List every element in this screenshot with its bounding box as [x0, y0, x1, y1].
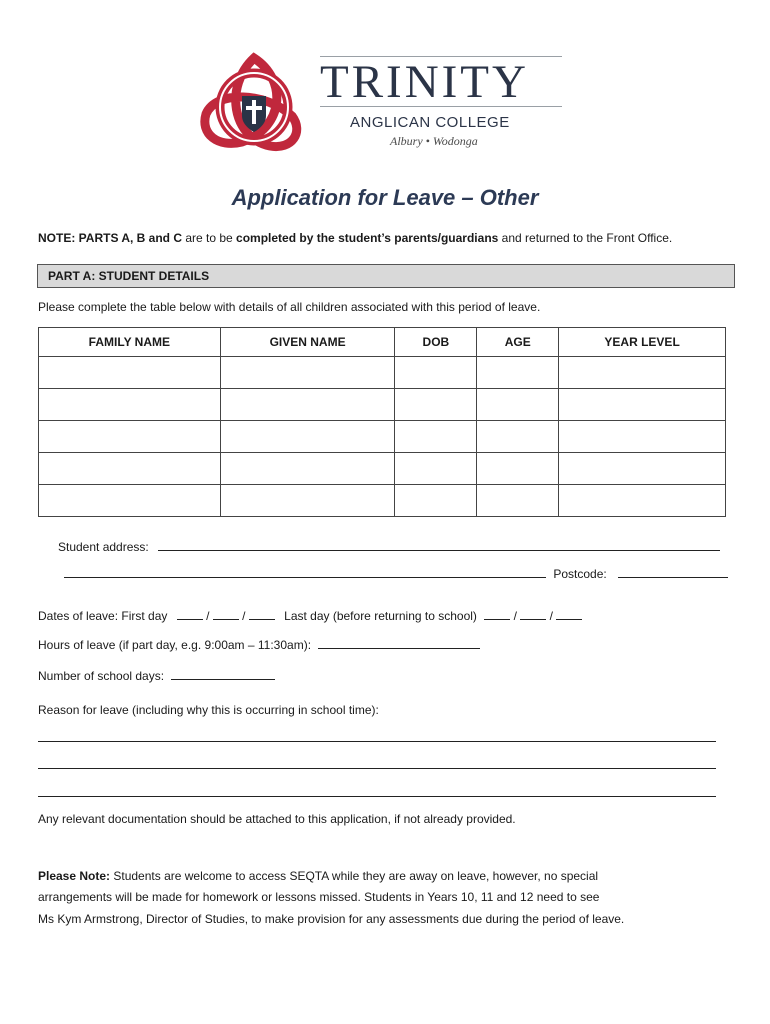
student-address-line2-field[interactable]	[64, 566, 546, 578]
table-cell[interactable]	[395, 357, 477, 389]
hours-of-leave-row	[38, 637, 480, 652]
table-cell[interactable]	[477, 389, 559, 421]
column-header-dob: DOB	[395, 328, 477, 357]
hours-of-leave-label: Hours of leave (if part day, e.g. 9:00am – 11:30am):	[38, 638, 312, 652]
table-cell[interactable]	[477, 453, 559, 485]
children-table	[38, 327, 726, 517]
first-day-mm-field[interactable]	[213, 608, 239, 620]
table-cell[interactable]	[39, 389, 221, 421]
table-cell[interactable]	[395, 453, 477, 485]
date-separator: /	[242, 609, 246, 623]
table-cell[interactable]	[559, 453, 726, 485]
table-row	[39, 485, 726, 517]
postcode-field[interactable]	[618, 566, 728, 578]
table-cell[interactable]	[220, 421, 395, 453]
table-cell[interactable]	[39, 357, 221, 389]
please-note-line-2: arrangements will be made for homework or lessons missed. Students in Years 10, 11 and 12 need to see	[38, 890, 600, 904]
dates-of-leave-row	[38, 608, 582, 623]
reason-label: Reason for leave (including why this is occurring in school time):	[38, 703, 379, 717]
column-header-age: AGE	[477, 328, 559, 357]
table-cell[interactable]	[39, 421, 221, 453]
table-cell[interactable]	[477, 485, 559, 517]
last-day-dd-field[interactable]	[484, 608, 510, 620]
first-day-label: Dates of leave: First day	[38, 609, 168, 623]
reason-line-2-field[interactable]	[38, 768, 716, 769]
table-cell[interactable]	[220, 485, 395, 517]
trinity-knot-icon	[196, 50, 312, 160]
date-separator: /	[513, 609, 517, 623]
please-note-label: Please Note:	[38, 869, 111, 883]
student-address-label: Student address:	[58, 540, 149, 554]
table-cell[interactable]	[559, 389, 726, 421]
table-cell[interactable]	[39, 485, 221, 517]
college-logo	[196, 50, 566, 160]
table-row	[39, 357, 726, 389]
reason-line-1-field[interactable]	[38, 741, 716, 742]
last-day-yy-field[interactable]	[556, 608, 582, 620]
table-header-row	[39, 328, 726, 357]
column-header-year-level: YEAR LEVEL	[559, 328, 726, 357]
table-cell[interactable]	[220, 357, 395, 389]
table-cell[interactable]	[220, 389, 395, 421]
reason-line-3-field[interactable]	[38, 796, 716, 797]
brand-name: TRINITY	[320, 56, 529, 108]
address-postcode-row	[64, 566, 728, 581]
table-cell[interactable]	[220, 453, 395, 485]
table-cell[interactable]	[395, 389, 477, 421]
table-cell[interactable]	[395, 485, 477, 517]
first-day-dd-field[interactable]	[177, 608, 203, 620]
hours-of-leave-field[interactable]	[318, 637, 480, 649]
column-header-given-name: GIVEN NAME	[220, 328, 395, 357]
postcode-label: Postcode:	[553, 567, 607, 581]
table-row	[39, 421, 726, 453]
date-separator: /	[549, 609, 553, 623]
documentation-note: Any relevant documentation should be attached to this application, if not already provided.	[38, 812, 516, 826]
table-row	[39, 453, 726, 485]
last-day-label: Last day (before returning to school)	[284, 609, 477, 623]
school-days-row	[38, 668, 275, 683]
note-text: NOTE: PARTS A, B and C are to be completed by the student’s parents/guardians and returned to the Front Office.	[38, 231, 673, 245]
last-day-mm-field[interactable]	[520, 608, 546, 620]
brand-subtitle: ANGLICAN COLLEGE	[350, 114, 510, 131]
table-row	[39, 389, 726, 421]
please-note-line-1: Please Note: Students are welcome to access SEQTA while they are away on leave, however, no special	[38, 869, 599, 883]
table-cell[interactable]	[395, 421, 477, 453]
part-a-heading: PART A: STUDENT DETAILS	[37, 264, 735, 288]
student-address-row	[58, 539, 720, 554]
table-cell[interactable]	[477, 421, 559, 453]
table-cell[interactable]	[39, 453, 221, 485]
table-cell[interactable]	[477, 357, 559, 389]
part-a-intro: Please complete the table below with details of all children associated with this period of leave.	[38, 300, 541, 314]
school-days-field[interactable]	[171, 668, 275, 680]
column-header-family-name: FAMILY NAME	[39, 328, 221, 357]
table-cell[interactable]	[559, 421, 726, 453]
school-days-label: Number of school days:	[38, 669, 165, 683]
first-day-yy-field[interactable]	[249, 608, 275, 620]
table-cell[interactable]	[559, 357, 726, 389]
student-address-field[interactable]	[158, 539, 720, 551]
date-separator: /	[206, 609, 210, 623]
please-note-line-3: Ms Kym Armstrong, Director of Studies, to make provision for any assessments due during the period of leave.	[38, 912, 625, 926]
page-title: Application for Leave – Other	[231, 185, 539, 210]
brand-location: Albury • Wodonga	[390, 134, 478, 148]
table-cell[interactable]	[559, 485, 726, 517]
